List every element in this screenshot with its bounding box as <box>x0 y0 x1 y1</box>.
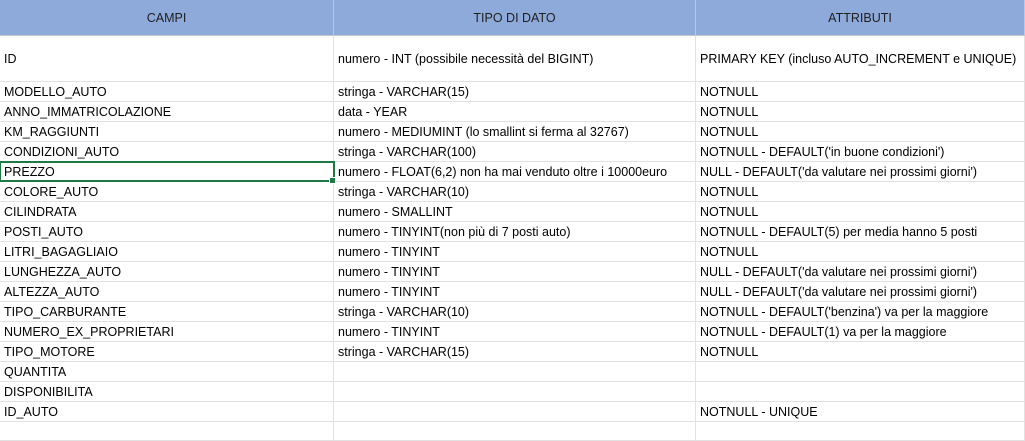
table-cell[interactable]: COLORE_AUTO <box>0 182 334 201</box>
table-cell[interactable]: NOTNULL <box>696 182 1025 201</box>
table-cell[interactable]: CONDIZIONI_AUTO <box>0 142 334 161</box>
table-row <box>0 222 1025 242</box>
table-row <box>0 102 1025 122</box>
table-row <box>0 242 1025 262</box>
table-cell[interactable] <box>696 422 1025 440</box>
header-cell-tipo-di-dato[interactable]: TIPO DI DATO <box>334 0 696 35</box>
table-cell[interactable]: numero - TINYINT(non più di 7 posti auto) <box>334 222 696 241</box>
header-cell-attributi[interactable]: ATTRIBUTI <box>696 0 1025 35</box>
table-cell[interactable]: NOTNULL <box>696 82 1025 101</box>
table-cell[interactable]: NOTNULL <box>696 342 1025 361</box>
table-row <box>0 162 1025 182</box>
table-cell[interactable]: numero - SMALLINT <box>334 202 696 221</box>
table-cell[interactable] <box>334 402 696 421</box>
table-cell[interactable]: TIPO_CARBURANTE <box>0 302 334 321</box>
table-row <box>0 342 1025 362</box>
table-cell[interactable]: NUMERO_EX_PROPRIETARI <box>0 322 334 341</box>
table-row <box>0 36 1025 82</box>
table-cell[interactable]: KM_RAGGIUNTI <box>0 122 334 141</box>
table-row <box>0 202 1025 222</box>
table-cell[interactable]: stringa - VARCHAR(10) <box>334 302 696 321</box>
header-cell-campi[interactable]: CAMPI <box>0 0 334 35</box>
table-cell[interactable]: stringa - VARCHAR(15) <box>334 82 696 101</box>
table-cell[interactable]: numero - TINYINT <box>334 322 696 341</box>
table-cell[interactable]: NOTNULL <box>696 102 1025 121</box>
table-cell[interactable]: NOTNULL - UNIQUE <box>696 402 1025 421</box>
table-cell[interactable]: NOTNULL - DEFAULT(5) per media hanno 5 posti <box>696 222 1025 241</box>
table-cell[interactable] <box>0 422 334 440</box>
table-cell[interactable]: stringa - VARCHAR(10) <box>334 182 696 201</box>
table-cell[interactable]: LUNGHEZZA_AUTO <box>0 262 334 281</box>
table-row <box>0 322 1025 342</box>
table-row <box>0 282 1025 302</box>
table-row <box>0 122 1025 142</box>
table-cell[interactable]: data - YEAR <box>334 102 696 121</box>
table-cell[interactable]: stringa - VARCHAR(15) <box>334 342 696 361</box>
table-cell[interactable]: NOTNULL <box>696 242 1025 261</box>
table-row <box>0 362 1025 382</box>
table-row <box>0 302 1025 322</box>
table-cell[interactable]: numero - TINYINT <box>334 242 696 261</box>
table-cell[interactable] <box>696 382 1025 401</box>
table-cell[interactable]: LITRI_BAGAGLIAIO <box>0 242 334 261</box>
table-cell[interactable]: QUANTITA <box>0 362 334 381</box>
header-row <box>0 0 1025 36</box>
table-row <box>0 382 1025 402</box>
table-cell[interactable]: numero - TINYINT <box>334 262 696 281</box>
selected-cell[interactable]: PREZZO <box>0 162 334 181</box>
table-cell[interactable]: numero - INT (possibile necessità del BIGINT) <box>334 36 696 81</box>
table-cell[interactable]: ANNO_IMMATRICOLAZIONE <box>0 102 334 121</box>
table-cell[interactable]: PRIMARY KEY (incluso AUTO_INCREMENT e UNIQUE) <box>696 36 1025 81</box>
table-cell[interactable]: NULL - DEFAULT('da valutare nei prossimi giorni') <box>696 262 1025 281</box>
table-cell[interactable]: NULL - DEFAULT('da valutare nei prossimi giorni') <box>696 282 1025 301</box>
table-cell[interactable]: numero - FLOAT(6,2) non ha mai venduto oltre i 10000euro <box>334 162 696 181</box>
table-cell[interactable]: TIPO_MOTORE <box>0 342 334 361</box>
table-cell[interactable]: numero - MEDIUMINT (lo smallint si ferma al 32767) <box>334 122 696 141</box>
table-row <box>0 82 1025 102</box>
table-cell[interactable]: MODELLO_AUTO <box>0 82 334 101</box>
table-row <box>0 142 1025 162</box>
table-cell[interactable]: stringa - VARCHAR(100) <box>334 142 696 161</box>
table-cell[interactable]: ID <box>0 36 334 81</box>
table-cell[interactable]: NOTNULL <box>696 202 1025 221</box>
table-row <box>0 182 1025 202</box>
table-cell[interactable]: ALTEZZA_AUTO <box>0 282 334 301</box>
table-row <box>0 262 1025 282</box>
table-cell[interactable] <box>696 362 1025 381</box>
table-row <box>0 422 1025 441</box>
table-cell[interactable] <box>334 382 696 401</box>
table-cell[interactable]: NULL - DEFAULT('da valutare nei prossimi giorni') <box>696 162 1025 181</box>
table-cell[interactable] <box>334 422 696 440</box>
table-row <box>0 402 1025 422</box>
fill-handle[interactable] <box>329 177 336 184</box>
table-cell[interactable]: numero - TINYINT <box>334 282 696 301</box>
table-cell[interactable]: NOTNULL <box>696 122 1025 141</box>
table-cell[interactable]: NOTNULL - DEFAULT(1) va per la maggiore <box>696 322 1025 341</box>
table-cell[interactable]: CILINDRATA <box>0 202 334 221</box>
table-cell[interactable] <box>334 362 696 381</box>
table-cell[interactable]: POSTI_AUTO <box>0 222 334 241</box>
table-cell[interactable]: NOTNULL - DEFAULT('in buone condizioni') <box>696 142 1025 161</box>
table-cell[interactable]: NOTNULL - DEFAULT('benzina') va per la maggiore <box>696 302 1025 321</box>
table-cell[interactable]: ID_AUTO <box>0 402 334 421</box>
table-cell[interactable]: DISPONIBILITA <box>0 382 334 401</box>
